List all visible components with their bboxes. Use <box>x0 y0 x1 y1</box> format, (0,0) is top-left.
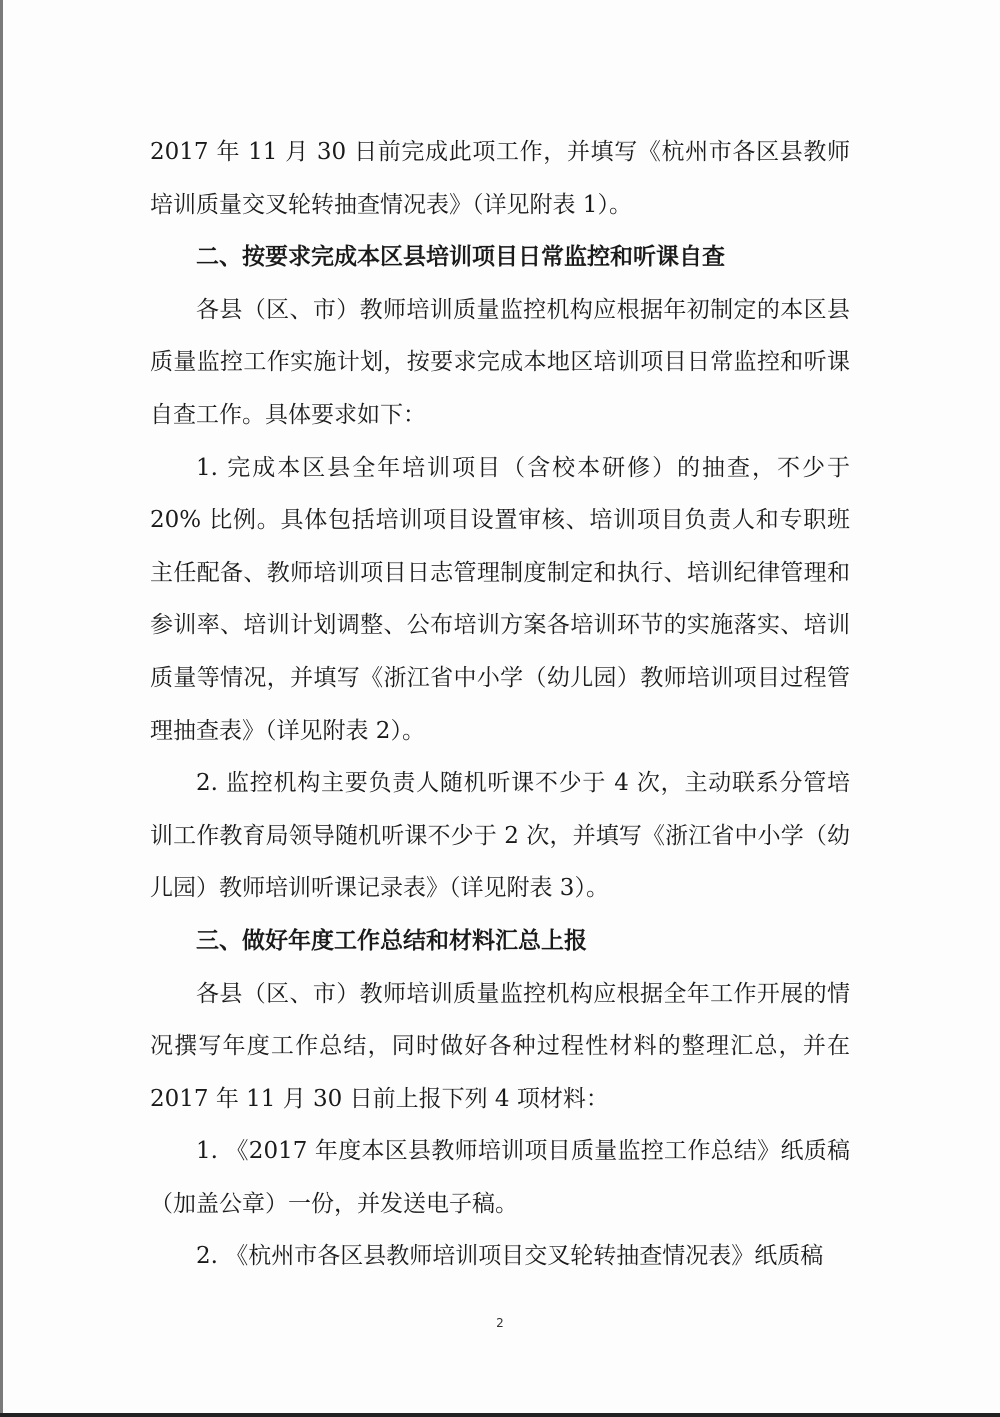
section-heading-3: 三、做好年度工作总结和材料汇总上报 <box>196 927 587 954</box>
scan-bottom-edge <box>0 1413 1000 1417</box>
paragraph-continuation: 2017 年 11 月 30 日前完成此项工作，并填写《杭州市各区县教师培训质量交叉轮转抽查情况表》（详见附表 1）。 <box>150 139 850 218</box>
paragraph-section-3-item-2: 2. 《杭州市各区县教师培训项目交叉轮转抽查情况表》纸质稿 <box>196 1243 824 1270</box>
paragraph-section-2-item-2: 2. 监控机构主要负责人随机听课不少于 4 次，主动联系分管培训工作教育局领导随机听课不少于 2 次，并填写《浙江省中小学（幼儿园）教师培训听课记录表》（详见附表 3）。 <box>150 770 850 902</box>
paragraph-section-3-item-1: 1. 《2017 年度本区县教师培训项目质量监控工作总结》纸质稿（加盖公章）一份，并发送电子稿。 <box>150 1138 850 1217</box>
paragraph-section-2-item-1: 1. 完成本区县全年培训项目（含校本研修）的抽查，不少于 20% 比例。具体包括培训项目设置审核、培训项目负责人和专职班主任配备、教师培训项目日志管理制度制定和执行、培训纪律管理和参训率、培训计划调整、公布培训方案各培训环节的实施落实、培训质量等情况，并填写《浙江省中小学（幼儿园）教师培训项目过程管理抽查表》（详见附表 2）。 <box>150 454 850 744</box>
scan-left-edge <box>0 0 3 1417</box>
page-number: 2 <box>496 1316 504 1330</box>
document-body <box>150 126 850 1283</box>
paragraph-section-2-intro: 各县（区、市）教师培训质量监控机构应根据年初制定的本区县质量监控工作实施计划，按要求完成本地区培训项目日常监控和听课自查工作。具体要求如下： <box>150 296 850 428</box>
section-heading-2: 二、按要求完成本区县培训项目日常监控和听课自查 <box>196 244 725 271</box>
paragraph-section-3-intro: 各县（区、市）教师培训质量监控机构应根据全年工作开展的情况撰写年度工作总结，同时做好各种过程性材料的整理汇总，并在 2017 年 11 月 30 日前上报下列 4 项材料： <box>150 980 850 1112</box>
